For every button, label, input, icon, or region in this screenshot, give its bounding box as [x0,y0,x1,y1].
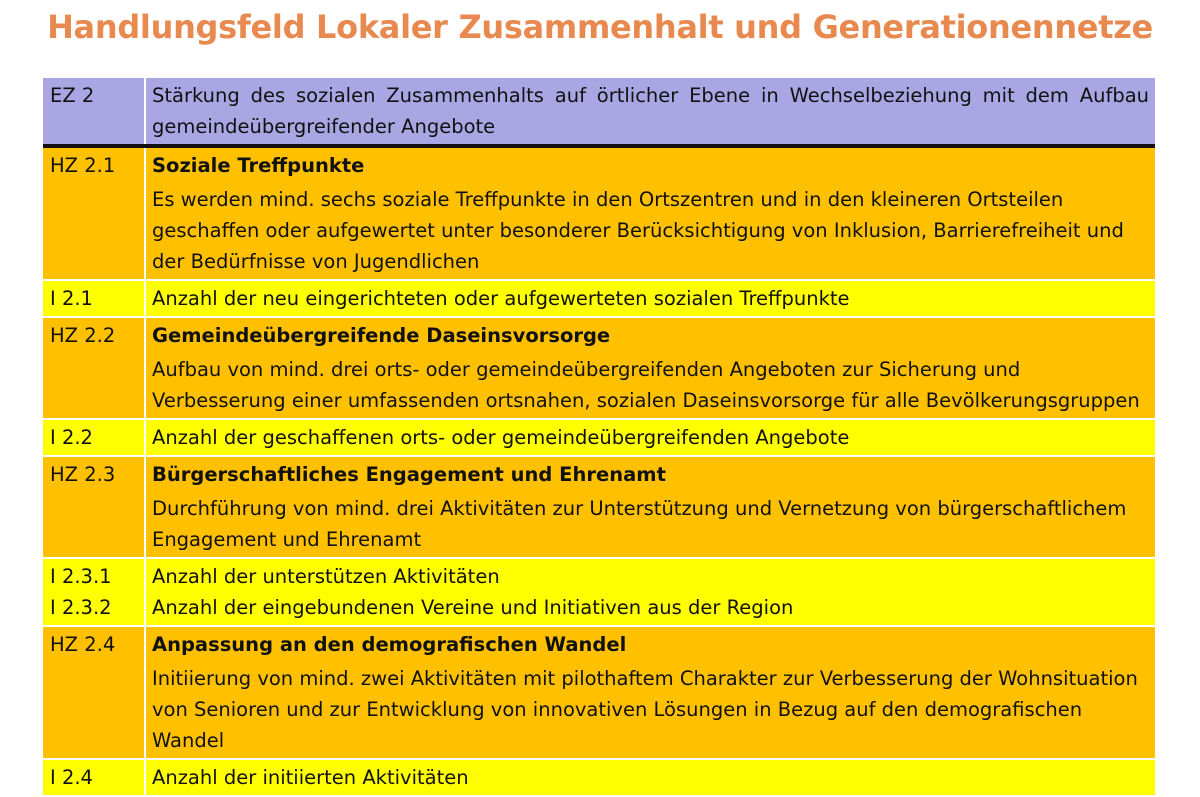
table-row-ez [43,78,1155,146]
ez-text: Stärkung des sozialen Zusammenhalts auf örtlicher Ebene in Wechselbeziehung mit dem Aufbau gemeindeübergreifender Angebote [145,78,1155,146]
indicator-text: Anzahl der unterstützen Aktivitäten [152,565,500,588]
hz-cell [145,626,1155,759]
table-row-hz [43,146,1155,280]
hz-description: Es werden mind. sechs soziale Treffpunkte in den Ortszentren und in den kleineren Ortsteilen geschaffen oder aufgewertet unter besonderer Berücksichtigung von Inklusion, Barrierefreiheit und der Bedürfnisse von Jugendlichen [152,188,1124,273]
hz-description: Durchführung von mind. drei Aktivitäten zur Unterstützung und Vernetzung von bürgerschaftlichem Engagement und Ehrenamt [152,497,1127,551]
ez-code: EZ 2 [43,78,145,146]
hz-heading: Gemeindeübergreifende Daseinsvorsorge [152,324,611,347]
hz-code: HZ 2.1 [43,146,145,280]
indicator-text: Anzahl der neu eingerichteten oder aufgewerteten sozialen Treffpunkte [145,280,1155,317]
table-row-hz [43,626,1155,759]
table-row-indicator [43,759,1155,796]
indicator-code: I 2.2 [43,419,145,456]
table-row-indicator [43,419,1155,456]
hz-code: HZ 2.4 [43,626,145,759]
table-row-indicator [43,280,1155,317]
hz-description: Initiierung von mind. zwei Aktivitäten mit pilothaftem Charakter zur Verbesserung der Wohnsituation von Senioren und zur Entwicklung von innovativen Lösungen in Bezug auf den demografischen Wandel [152,667,1138,752]
indicator-code-cell [43,558,145,626]
table-row-indicator [43,558,1155,626]
hz-heading: Soziale Treffpunkte [152,154,365,177]
indicator-code: I 2.1 [43,280,145,317]
indicator-code: I 2.3.1 [50,565,112,588]
indicator-code: I 2.4 [43,759,145,796]
indicator-text-cell [145,558,1155,626]
page-title: Handlungsfeld Lokaler Zusammenhalt und Generationennetze [47,8,1153,46]
hz-code: HZ 2.2 [43,317,145,419]
indicator-text: Anzahl der eingebundenen Vereine und Initiativen aus der Region [152,596,794,619]
indicator-text: Anzahl der geschaffenen orts- oder gemeindeübergreifenden Angebote [145,419,1155,456]
table-row-hz [43,456,1155,558]
hz-code: HZ 2.3 [43,456,145,558]
goals-table [43,78,1155,797]
indicator-code: I 2.3.2 [50,596,112,619]
table-row-hz [43,317,1155,419]
hz-heading: Anpassung an den demografischen Wandel [152,633,627,656]
hz-cell [145,317,1155,419]
indicator-text: Anzahl der initiierten Aktivitäten [145,759,1155,796]
hz-heading: Bürgerschaftliches Engagement und Ehrenamt [152,463,666,486]
hz-description: Aufbau von mind. drei orts- oder gemeindeübergreifenden Angeboten zur Sicherung und Verbesserung einer umfassenden ortsnahen, sozialen Daseinsvorsorge für alle Bevölkerungsgruppen [152,358,1140,412]
hz-cell [145,456,1155,558]
hz-cell [145,146,1155,280]
